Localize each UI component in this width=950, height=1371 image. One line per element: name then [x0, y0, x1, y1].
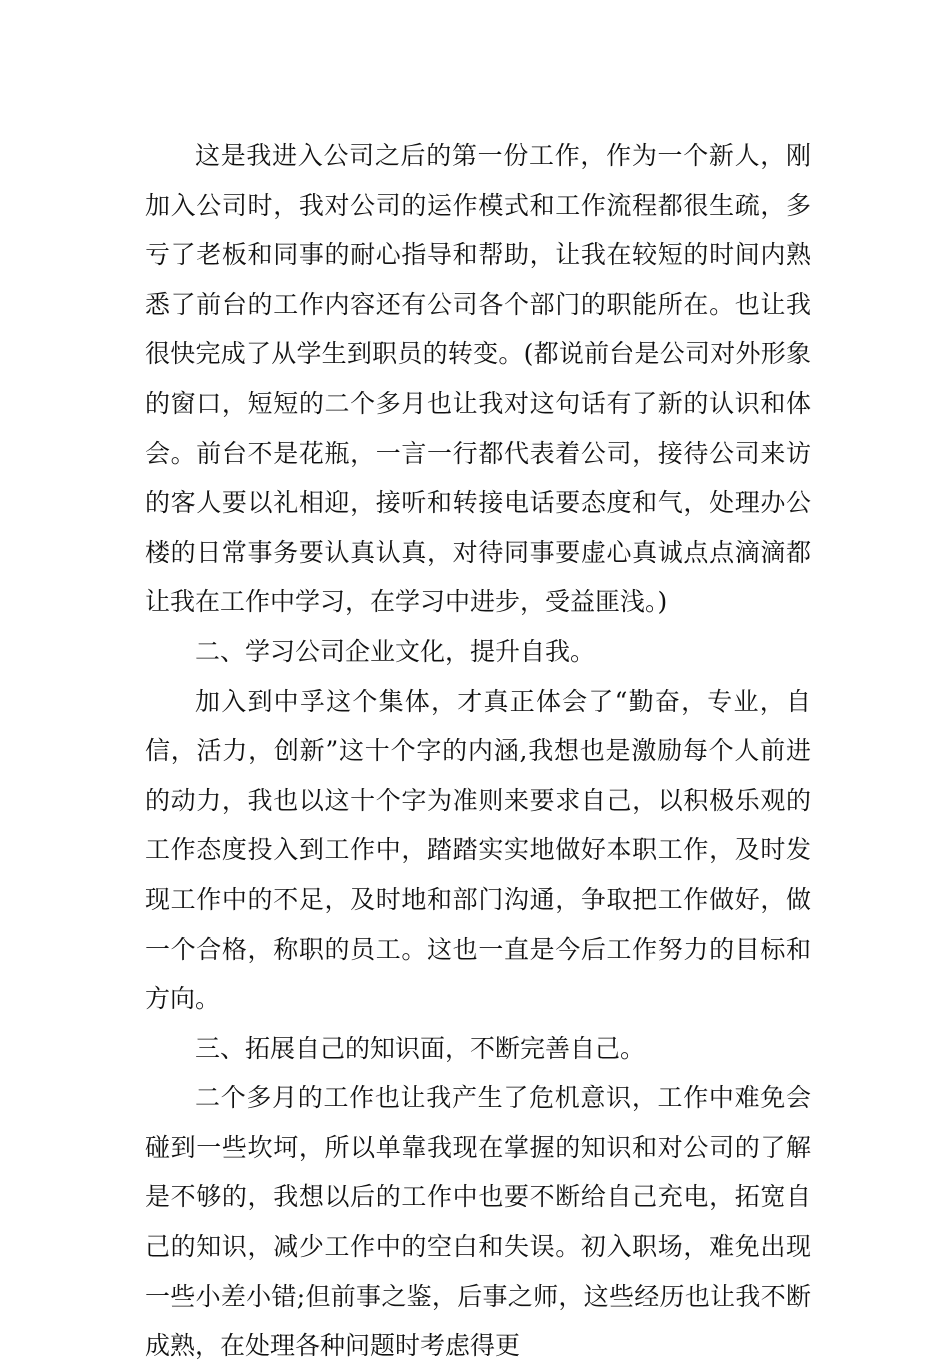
section-heading-knowledge: 三、拓展自己的知识面，不断完善自己。 — [195, 1033, 646, 1063]
paragraph-knowledge: 二个多月的工作也让我产生了危机意识，工作中难免会碰到一些坎坷，所以单靠我现在掌握的知识和对公司的了解是不够的，我想以后的工作中也要不断给自己充电，拓宽自己的知识，减少工作中的空白和失误。初入职场，难免出现一些小差小错;但前事之鉴，后事之师，这些经历也让我不断成熟，在处理各种问题时考虑得更 — [145, 1083, 811, 1361]
paragraph-work-experience: 这是我进入公司之后的第一份工作，作为一个新人，刚加入公司时，我对公司的运作模式和工作流程都很生疏，多亏了老板和同事的耐心指导和帮助，让我在较短的时间内熟悉了前台的工作内容还有公司各个部门的职能所在。也让我很快完成了从学生到职员的转变。(都说前台是公司对外形象的窗口，短短的二个多月也让我对这句话有了新的认识和体会。前台不是花瓶，一言一行都代表着公司，接待公司来访的客人要以礼相迎，接听和转接电话要态度和气，处理办公楼的日常事务要认真认真，对待同事要虚心真诚点点滴滴都让我在工作中学习，在学习中进步，受益匪浅。) — [145, 141, 811, 617]
paragraph-company-culture: 加入到中孚这个集体，才真正体会了“勤奋，专业，自信，活力，创新”这十个字的内涵,我想也是激励每个人前进的动力，我也以这十个字为准则来要求自己，以积极乐观的工作态度投入到工作中，踏踏实实地做好本职工作，及时发现工作中的不足，及时地和部门沟通，争取把工作做好，做一个合格，称职的员工。这也一直是今后工作努力的目标和方向。 — [145, 686, 811, 1014]
document-body — [145, 131, 811, 1371]
section-heading-company-culture: 二、学习公司企业文化，提升自我。 — [195, 636, 596, 666]
